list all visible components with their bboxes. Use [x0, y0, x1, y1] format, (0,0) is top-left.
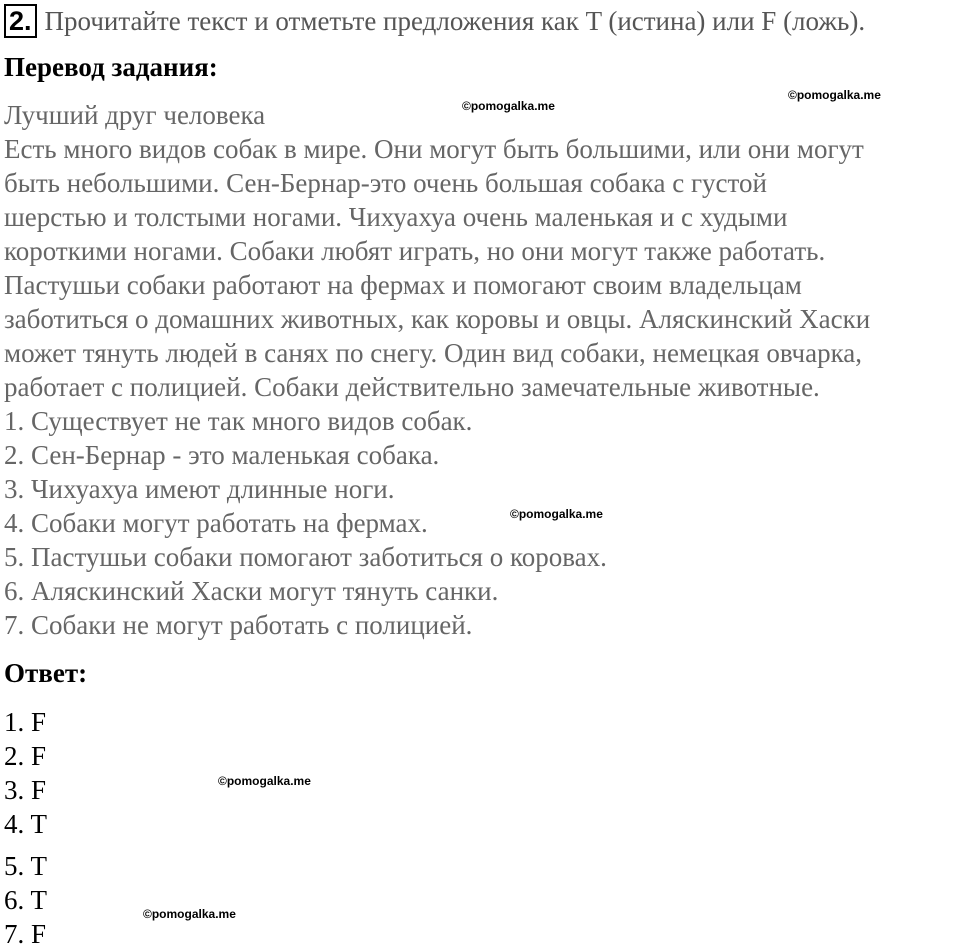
- statement: 6. Аляскинский Хаски могут тянуть санки.: [4, 576, 499, 606]
- answer-item: 2. F: [4, 741, 47, 771]
- answer-list: [4, 705, 47, 951]
- task-instruction: Прочитайте текст и отметьте предложения как T (истина) или F (ложь).: [44, 5, 866, 36]
- text-line: шерстью и толстыми ногами. Чихуахуа очень маленькая и с худыми: [4, 202, 788, 232]
- text-title: Лучший друг человека: [4, 100, 266, 130]
- text-line: работает с полицией. Собаки действительно замечательные животные.: [4, 372, 820, 402]
- answer-item: 1. F: [4, 707, 47, 737]
- text-line: быть небольшими. Сен-Бернар-это очень большая собака с густой: [4, 168, 767, 198]
- answer-item: 5. T: [4, 851, 48, 881]
- task-number: 2.: [4, 4, 37, 38]
- text-line: Пастушьи собаки работают на фермах и помогают своим владельцам: [4, 270, 802, 300]
- answer-item: 4. T: [4, 809, 48, 839]
- watermark: ©pomogalka.me: [143, 907, 236, 921]
- statement: 3. Чихуахуа имеют длинные ноги.: [4, 474, 395, 504]
- answer-item: 7. F: [4, 919, 47, 949]
- statement: 7. Собаки не могут работать с полицией.: [4, 610, 473, 640]
- answer-item: 3. F: [4, 775, 47, 805]
- text-line: может тянуть людей в санях по снегу. Один вид собаки, немецкая овчарка,: [4, 338, 863, 368]
- watermark: ©pomogalka.me: [788, 88, 881, 102]
- text-line: короткими ногами. Собаки любят играть, но они могут также работать.: [4, 236, 826, 266]
- statement: 5. Пастушьи собаки помогают заботиться о коровах.: [4, 542, 607, 572]
- translation-heading: Перевод задания:: [4, 52, 218, 82]
- answer-heading: Ответ:: [4, 658, 88, 688]
- watermark: ©pomogalka.me: [510, 507, 603, 521]
- translation-text: [4, 98, 960, 642]
- watermark: ©pomogalka.me: [462, 99, 555, 113]
- answer-item: 6. T: [4, 885, 48, 915]
- watermark: ©pomogalka.me: [218, 774, 311, 788]
- statement: 1. Существует не так много видов собак.: [4, 406, 473, 436]
- statement: 4. Собаки могут работать на фермах.: [4, 508, 428, 538]
- statement: 2. Сен-Бернар - это маленькая собака.: [4, 440, 440, 470]
- task-header: [4, 3, 865, 39]
- text-line: заботиться о домашних животных, как коровы и овцы. Аляскинский Хаски: [4, 304, 871, 334]
- text-line: Есть много видов собак в мире. Они могут быть большими, или они могут: [4, 134, 864, 164]
